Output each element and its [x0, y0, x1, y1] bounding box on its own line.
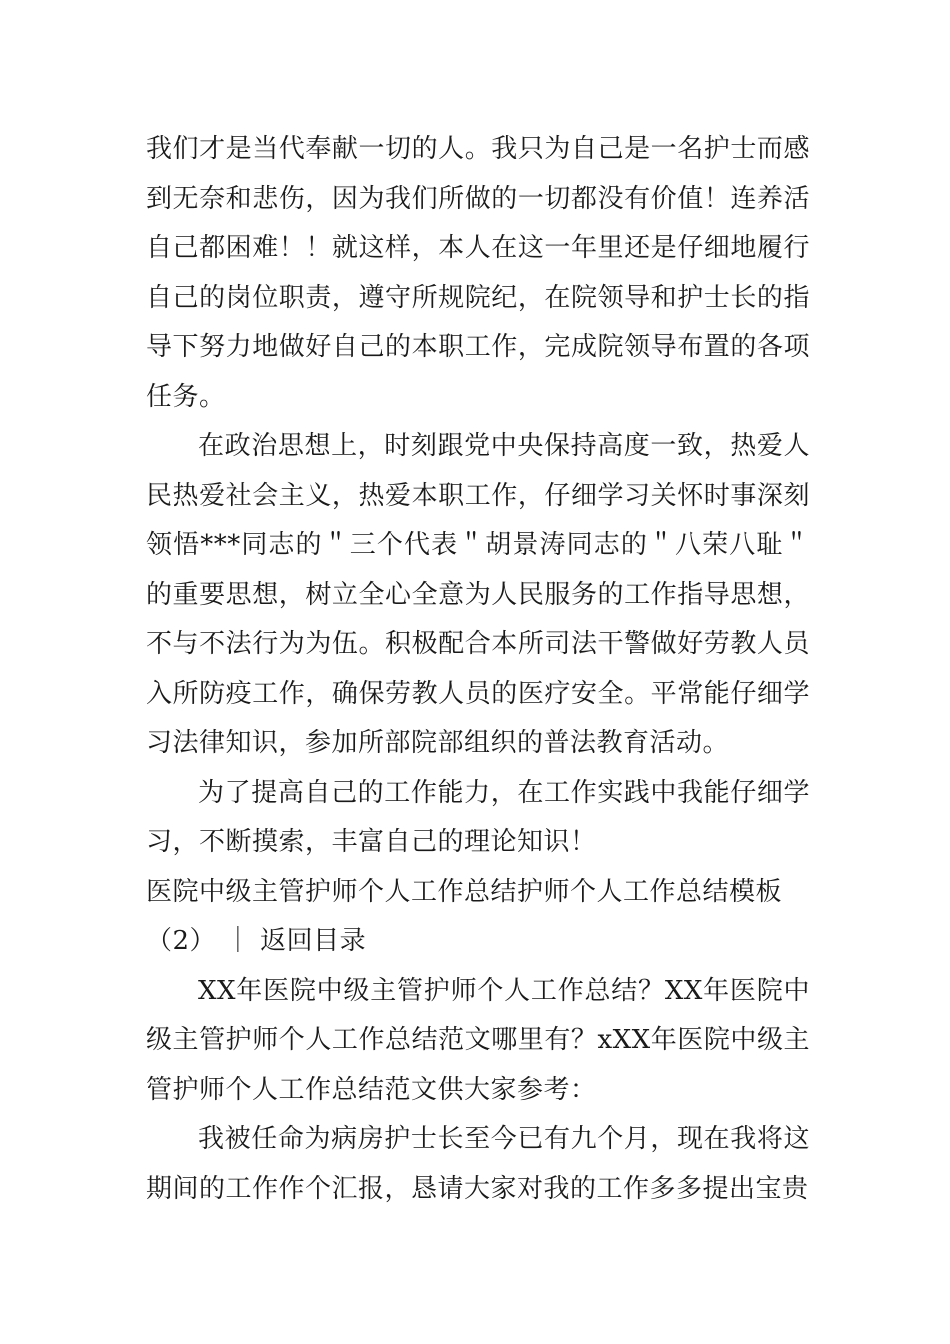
paragraph-continuation: 我们才是当代奉献一切的人。我只为自己是一名护士而感到无奈和悲伤，因为我们所做的一切都没有价值！连养活自己都困难！！就这样，本人在这一年里还是仔细地履行自己的岗位职责，遵守所规院纪，在院领导和护士长的指导下努力地做好自己的本职工作，完成院领导布置的各项任务。	[146, 134, 810, 412]
back-to-contents-link[interactable]: 返回目录	[260, 926, 367, 956]
document-body	[146, 125, 810, 1214]
heading-separator: ｜	[224, 926, 252, 956]
paragraph-work-ability: 为了提高自己的工作能力，在工作实践中我能仔细学习，不断摸索，丰富自己的理论知识！	[146, 777, 810, 857]
paragraph-political-thought: 在政治思想上，时刻跟党中央保持高度一致，热爱人民热爱社会主义，热爱本职工作，仔细学习关怀时事深刻领悟***同志的＂三个代表＂胡景涛同志的＂八荣八耻＂的重要思想，树立全心全意为人民服务的工作指导思想，不与不法行为为伍。积极配合本所司法干警做好劳教人员入所防疫工作，确保劳教人员的医疗安全。平常能仔细学习法律知识，参加所部院部组织的普法教育活动。	[146, 431, 810, 758]
paragraph-intro: XX年医院中级主管护师个人工作总结？XX年医院中级主管护师个人工作总结范文哪里有？xXX年医院中级主管护师个人工作总结范文供大家参考：	[146, 975, 810, 1105]
paragraph-report-start: 我被任命为病房护士长至今已有九个月，现在我将这期间的工作作个汇报，恳请大家对我的工作多多提出宝贵	[146, 1124, 810, 1204]
section-heading	[146, 868, 810, 967]
section-heading-title: 医院中级主管护师个人工作总结护师个人工作总结模板（2）	[146, 876, 783, 956]
